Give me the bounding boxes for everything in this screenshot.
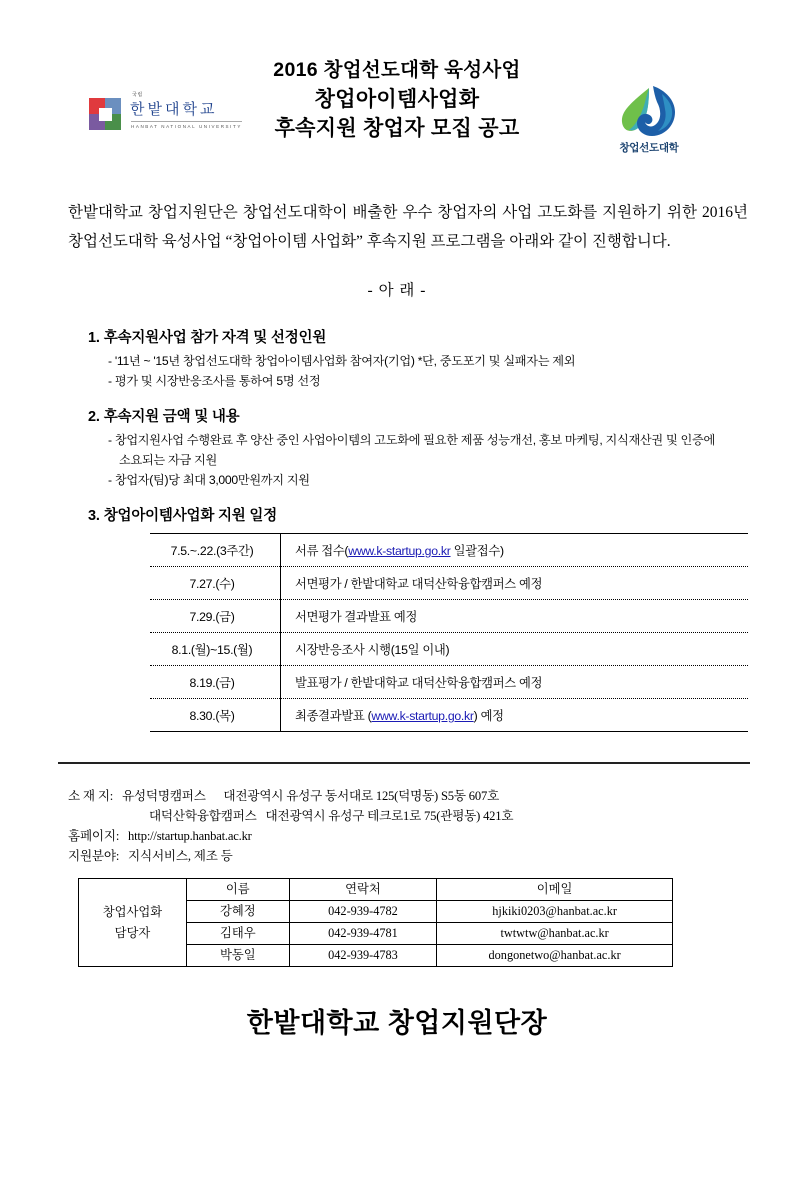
- support-field-label: 지원분야:: [68, 849, 120, 863]
- k-startup-link-1[interactable]: www.k-startup.go.kr: [348, 544, 451, 558]
- table-header-row: [79, 879, 673, 901]
- staff-tel-1: 042-939-4782: [289, 901, 437, 923]
- staff-name-1: 강혜정: [186, 901, 289, 923]
- staff-row-label-line2: 담당자: [114, 925, 151, 940]
- support-field-value: 지식서비스, 제조 등: [128, 849, 233, 863]
- table-row: [150, 600, 748, 633]
- bird-wing-icon: [604, 84, 694, 138]
- schedule-desc-6: [281, 699, 749, 732]
- section-1-heading: [88, 326, 794, 347]
- schedule-date-5: 8.19.(금): [150, 666, 281, 699]
- staff-tel-3: 042-939-4783: [289, 945, 437, 967]
- k-startup-link-2[interactable]: www.k-startup.go.kr: [371, 709, 474, 723]
- section-2-heading-text: 후속지원 금액 및 내용: [103, 409, 240, 425]
- section-3-heading: [88, 504, 794, 525]
- address-label: 소 재 지:: [68, 789, 114, 803]
- homepage-label: 홈페이지:: [68, 829, 120, 843]
- section-1-bullets: [0, 351, 794, 391]
- title-line-2: 창업아이템사업화: [314, 88, 480, 111]
- section-2: [0, 405, 794, 490]
- schedule-date-4: 8.1.(월)~15.(월): [150, 633, 281, 666]
- schedule-desc-1-after: 일괄접수): [450, 544, 504, 558]
- document-page: [0, 58, 794, 1181]
- address-row-2: [68, 806, 794, 826]
- staff-name-3: 박동일: [186, 945, 289, 967]
- schedule-desc-2: 서면평가 / 한밭대학교 대덕산학융합캠퍼스 예정: [281, 567, 749, 600]
- schedule-desc-3: 서면평가 결과발표 예정: [281, 600, 749, 633]
- schedule-desc-1-before: 서류 접수(: [295, 544, 349, 558]
- table-row: [150, 633, 748, 666]
- staff-table-wrapper: [78, 878, 748, 967]
- section-2-bullet-1: - 창업지원사업 수행완료 후 양산 중인 사업아이템의 고도화에 필요한 제품 성능개선, 홍보 마케팅, 지식재산권 및 인증에 소요되는 자금 지원: [108, 433, 715, 467]
- column-header-name: 이름: [186, 879, 289, 901]
- schedule-date-2: 7.27.(수): [150, 567, 281, 600]
- section-1: [0, 326, 794, 391]
- staff-email-3[interactable]: dongonetwo@hanbat.ac.kr: [437, 945, 673, 967]
- section-divider: [58, 762, 750, 764]
- signature-line: 한밭대학교 창업지원단장: [246, 1008, 548, 1038]
- staff-name-2: 김태우: [186, 923, 289, 945]
- section-2-heading: [88, 405, 794, 426]
- table-row: [150, 567, 748, 600]
- address-1-campus-name: 유성덕명캠퍼스: [121, 789, 206, 803]
- contact-info-block: [68, 786, 794, 866]
- section-3-heading-text: 창업아이템사업화 지원 일정: [103, 508, 278, 524]
- address-row-1: [68, 786, 794, 806]
- title-line-3: 후속지원 창업자 모집 공고: [274, 117, 520, 140]
- university-logo-korean-name: 한밭대학교: [130, 101, 218, 118]
- staff-email-1[interactable]: hjkiki0203@hanbat.ac.kr: [437, 901, 673, 923]
- schedule-desc-4: 시장반응조사 시행(15일 이내): [281, 633, 749, 666]
- section-2-bullets: [0, 430, 794, 490]
- schedule-desc-1: [281, 534, 749, 567]
- schedule-table: [150, 533, 748, 732]
- arae-marker: - 아 래 -: [367, 282, 427, 299]
- university-logo-kuklip-text: 국립: [132, 92, 143, 98]
- support-field-row: [68, 846, 794, 866]
- schedule-desc-5: 발표평가 / 한밭대학교 대덕산학융합캠퍼스 예정: [281, 666, 749, 699]
- address-2-value: 대전광역시 유성구 테크로1로 75(관평동) 421호: [265, 809, 514, 823]
- section-1-heading-text: 후속지원사업 참가 자격 및 선정인원: [103, 330, 327, 346]
- table-row: [150, 666, 748, 699]
- title-line-1: 2016 창업선도대학 육성사업: [273, 59, 521, 81]
- column-header-tel: 연락처: [289, 879, 437, 901]
- schedule-table-wrapper: [150, 533, 748, 732]
- staff-tel-2: 042-939-4781: [289, 923, 437, 945]
- staff-contact-table: [78, 878, 673, 967]
- section-1-bullet-2: - 평가 및 시장반응조사를 통하여 5명 선정: [108, 374, 321, 388]
- table-row: [150, 699, 748, 732]
- staff-email-2[interactable]: twtwtw@hanbat.ac.kr: [437, 923, 673, 945]
- sections-list: [0, 326, 794, 732]
- section-2-number: 2.: [88, 409, 100, 425]
- section-1-number: 1.: [88, 330, 100, 346]
- homepage-row: [68, 826, 794, 846]
- university-logo-english-name: HANBAT NATIONAL UNIVERSITY: [131, 121, 242, 129]
- homepage-value[interactable]: http://startup.hanbat.ac.kr: [128, 829, 252, 843]
- section-3: [0, 504, 794, 732]
- document-header: [0, 58, 794, 176]
- section-1-bullet-1: - '11년 ~ '15년 창업선도대학 창업아이템사업화 참여자(기업) *단, 중도포기 및 실패자는 제외: [108, 354, 576, 368]
- address-2-campus-name: 대덕산학융합캠퍼스: [148, 809, 257, 823]
- intro-paragraph: 한밭대학교 창업지원단은 창업선도대학이 배출한 우수 창업자의 사업 고도화를 지원하기 위한 2016년 창업선도대학 육성사업 “창업아이템 사업화” 후속지원 프로그램을 아래와 같이 진행합니다.: [68, 204, 748, 250]
- schedule-date-1: 7.5.~.22.(3주간): [150, 534, 281, 567]
- schedule-desc-6-after: ) 예정: [473, 709, 504, 723]
- program-logo-caption: 창업선도대학: [619, 142, 679, 154]
- table-row: [150, 534, 748, 567]
- staff-row-label-line1: 창업사업화: [102, 904, 163, 919]
- schedule-date-3: 7.29.(금): [150, 600, 281, 633]
- column-header-email: 이메일: [437, 879, 673, 901]
- schedule-desc-6-before: 최종결과발표 (: [295, 709, 372, 723]
- section-3-number: 3.: [88, 508, 100, 524]
- address-1-value: 대전광역시 유성구 동서대로 125(덕명동) S5동 607호: [223, 789, 500, 803]
- staff-row-label: [79, 879, 187, 967]
- section-2-bullet-2: - 창업자(팀)당 최대 3,000만원까지 지원: [108, 473, 310, 487]
- startup-leading-university-logo: [604, 84, 694, 162]
- schedule-date-6: 8.30.(목): [150, 699, 281, 732]
